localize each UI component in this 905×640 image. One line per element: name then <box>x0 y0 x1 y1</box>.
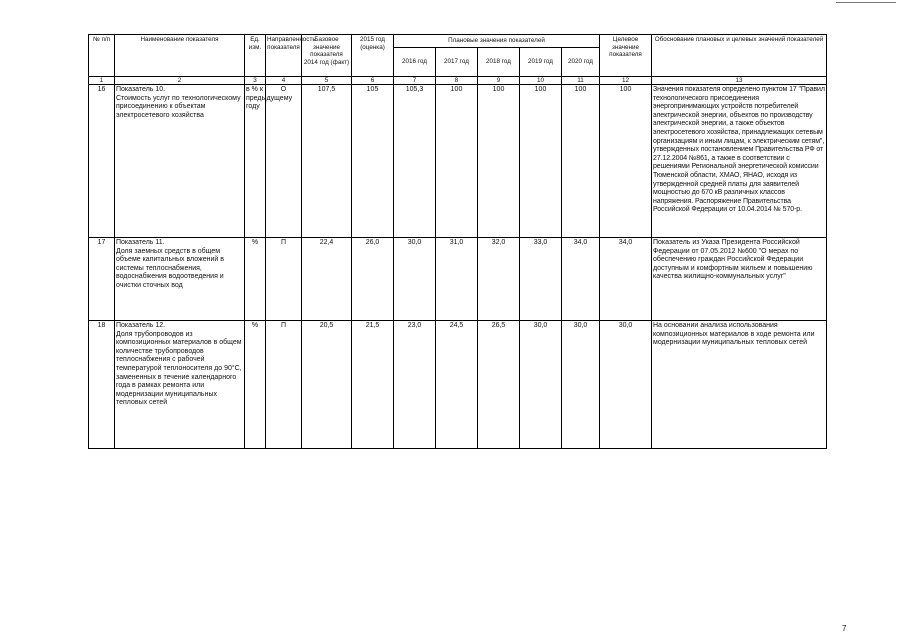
page-top-rule <box>836 2 896 3</box>
value-2015: 105 <box>352 85 394 238</box>
column-number: 11 <box>562 77 600 85</box>
row-num: 17 <box>89 238 115 321</box>
indicator-title: Показатель 12. <box>116 322 166 329</box>
plan-2016: 105,3 <box>394 85 436 238</box>
header-target: Целевое значение показателя <box>600 35 652 77</box>
row-num: 18 <box>89 321 115 449</box>
plan-2020: 100 <box>562 85 600 238</box>
page-number: 7 <box>842 624 847 633</box>
column-number: 13 <box>652 77 827 85</box>
base-value: 20,5 <box>302 321 352 449</box>
justification-note: Значения показателя определено пунктом 17 "Правил технологического присоединения энергопринимающих устройств потребителей электрической энергии, объектов по производству электрической энергии, а также объектов электросетевого хозяйства, принадлежащих сетевым организациям и иным лицам, к электрическим сетям", утвержденных постановлением Правительства РФ от 27.12.2004 №861, а также в соответствии с решениями Региональной энергетической комиссии Тюменской области, ХМАО, ЯНАО, исходя из утвержденной средней платы для заявителей мощностью до 670 кВ различных классов напряжения. Распоряжение Правительства Российской Федерации от 10.04.2014 № 570-р. <box>652 85 827 238</box>
indicator-title: Показатель 11. <box>116 239 165 246</box>
target-value: 30,0 <box>600 321 652 449</box>
header-unit: Ед. изм. <box>245 35 266 77</box>
unit: % <box>245 321 266 449</box>
column-number: 12 <box>600 77 652 85</box>
header-2015: 2015 год (оценка) <box>352 35 394 77</box>
indicator-title: Показатель 10. <box>116 86 166 93</box>
target-value: 100 <box>600 85 652 238</box>
plan-2019: 33,0 <box>520 238 562 321</box>
column-number: 7 <box>394 77 436 85</box>
table-row <box>89 321 827 449</box>
plan-2020: 34,0 <box>562 238 600 321</box>
header-num: № п/п <box>89 35 115 77</box>
header-justification: Обоснование плановых и целевых значений показателей <box>652 35 827 77</box>
plan-2016: 23,0 <box>394 321 436 449</box>
plan-2018: 100 <box>478 85 520 238</box>
base-value: 22,4 <box>302 238 352 321</box>
table-row <box>89 238 827 321</box>
indicator-name: Доля заемных средств в общем объеме капитальных вложений в системы теплоснабжения, водоснабжения водоотведения и очистки сточных вод <box>116 247 224 289</box>
plan-2019: 100 <box>520 85 562 238</box>
indicator-name-cell <box>115 321 245 449</box>
plan-2020: 30,0 <box>562 321 600 449</box>
column-number: 5 <box>302 77 352 85</box>
indicator-name: Доля трубопроводов из композиционных материалов в общем количестве трубопроводов теплоснабжения с рабочей температурой теплоносителя до 90°С, замененных в течение календарного года в рамках ремонта или модернизации муниципальных тепловых сетей <box>116 330 242 407</box>
column-number-row <box>89 77 827 85</box>
direction: П <box>266 321 302 449</box>
column-number: 2 <box>115 77 245 85</box>
header-year-2019: 2019 год <box>520 48 562 77</box>
target-value: 34,0 <box>600 238 652 321</box>
column-number: 3 <box>245 77 266 85</box>
plan-2017: 100 <box>436 85 478 238</box>
unit: в % к предыдущему году <box>245 85 266 238</box>
column-number: 4 <box>266 77 302 85</box>
indicator-name-cell <box>115 238 245 321</box>
table-row <box>89 85 827 238</box>
column-number: 1 <box>89 77 115 85</box>
direction: О <box>266 85 302 238</box>
plan-2018: 26,5 <box>478 321 520 449</box>
unit: % <box>245 238 266 321</box>
plan-2017: 31,0 <box>436 238 478 321</box>
plan-2016: 30,0 <box>394 238 436 321</box>
value-2015: 26,0 <box>352 238 394 321</box>
column-number: 10 <box>520 77 562 85</box>
direction: П <box>266 238 302 321</box>
column-number: 8 <box>436 77 478 85</box>
value-2015: 21,5 <box>352 321 394 449</box>
column-number: 9 <box>478 77 520 85</box>
plan-2017: 24,5 <box>436 321 478 449</box>
indicator-name-cell <box>115 85 245 238</box>
header-year-2016: 2016 год <box>394 48 436 77</box>
header-direction: Направленность показателя <box>266 35 302 77</box>
column-number: 6 <box>352 77 394 85</box>
base-value: 107,5 <box>302 85 352 238</box>
header-year-2018: 2018 год <box>478 48 520 77</box>
indicator-name: Стоимость услуг по технологическому присоединению к объектам электросетевого хозяйства <box>116 94 241 119</box>
indicators-table <box>88 34 827 449</box>
header-year-2020: 2020 год <box>562 48 600 77</box>
justification-note: Показатель из Указа Президента Российской Федерации от 07.05.2012 №600 "О мерах по обеспечению граждан Российской Федерации доступным и комфортным жильем и повышению качества жилищно-коммунальных услуг" <box>652 238 827 321</box>
header-name: Наименование показателя <box>115 35 245 77</box>
header-base: Базовое значение показателя 2014 год (факт) <box>302 35 352 77</box>
plan-2018: 32,0 <box>478 238 520 321</box>
header-year-2017: 2017 год <box>436 48 478 77</box>
header-planned: Плановые значения показателей <box>394 35 600 48</box>
plan-2019: 30,0 <box>520 321 562 449</box>
justification-note: На основании анализа использования композиционных материалов в ходе ремонта или модернизации муниципальных тепловых сетей <box>652 321 827 449</box>
row-num: 16 <box>89 85 115 238</box>
